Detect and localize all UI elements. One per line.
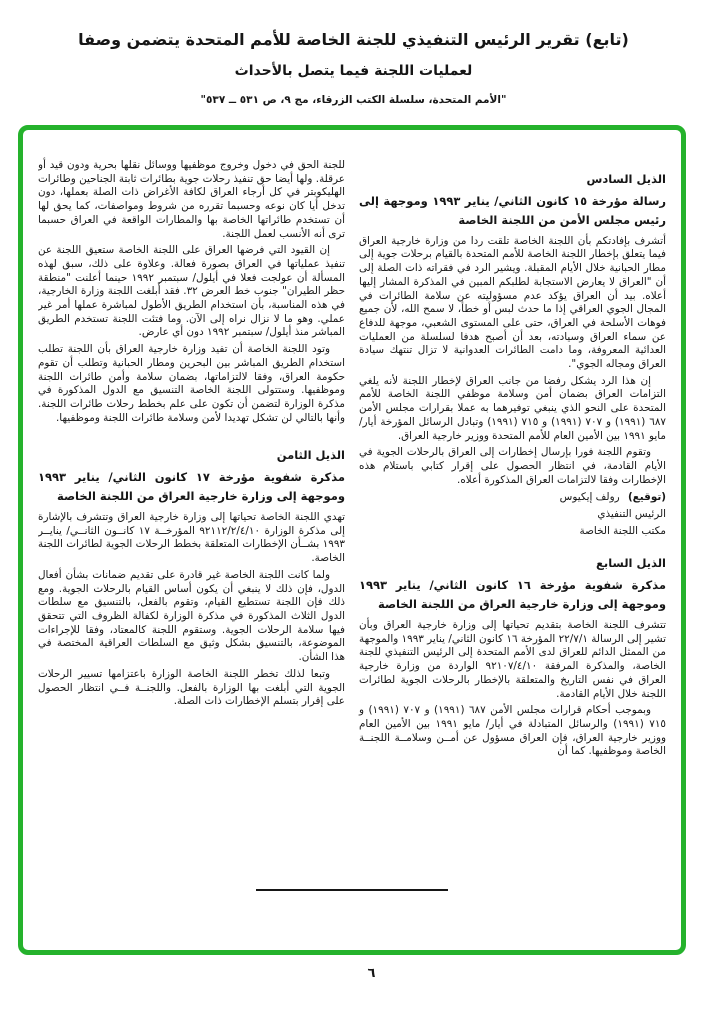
signature-line xyxy=(359,490,666,505)
document-header xyxy=(0,30,707,106)
appendix8-subtitle: مذكرة شفوية مؤرخة ١٧ كانون الثاني/ يناير ١٩٩٣ وموجهة إلى وزارة خارجية العراق من اللجنة الخاصة xyxy=(38,470,345,504)
appendix8-paragraph-3: وتبعا لذلك تخطر اللجنة الخاصة الوزارة باعتزامها تسيير الرحلات الجوية التي أبلغت بها الوزارة بالفعل. واللجنــة فــي انتظار الحصول على إقرار بتسلم الإخطارات ذات الصلة. xyxy=(38,667,345,708)
signature-label: (توقيع) xyxy=(627,491,666,504)
section-divider-rule xyxy=(256,889,448,891)
appendix8-title: الذيل الثامن xyxy=(276,448,345,463)
header-title-line1: (تابع) تقرير الرئيس التنفيذي للجنة الخاصة للأمم المتحدة يتضمن وصفا xyxy=(78,30,629,49)
signature-office: مكتب اللجنة الخاصة xyxy=(579,525,666,538)
appendix6-paragraph-3: وتقوم اللجنة فورا بإرسال إخطارات إلى العراق بالرحلات الجوية في الأيام القادمة، في انتظار الحصول على إقرار كتابي باستلام هذه الإخطارات وفقا لالتزامات العراق المذكورة أعلاه. xyxy=(359,446,666,486)
appendix6-paragraph-1: أتشرف بإفادتكم بأن اللجنة الخاصة تلقت ردا من وزارة خارجية العراق فيما يتعلق بإخطار اللجنة الخاصة للأمم المتحدة بالقيام برحلات جوية إلى مطار الحبانية خلال الأيام المقبلة. ويشير الرد في فقراته ذات الصلة إلى أن "العراق لا يعارض الاستجابة لطلبكم المبين في المذكرة المشار إليها أعلاه. بيد أن العراق يؤكد عدم مسؤوليته عن سلامة الطائرات في المجال الجوي العراقي إذا ما حدث لبس أو خطأ، لا سمح الله، لأن جميع فوهات الأسلحة في العراق، حتى على المستوى الشعبي، موجهة للدفاع عن سماء العراق وسيادته، بعد أن أصبح هدفا لسلسلة من العمليات العدائية المعروفة، وما دامت الطائرات العدوانية لا تزال تنتهك سيادة العراق ومجاله الجوي". xyxy=(359,234,666,371)
green-content-frame xyxy=(18,125,686,955)
appendix7-paragraph-1: تتشرف اللجنة الخاصة بتقديم تحياتها إلى وزارة خارجية العراق وبأن تشير إلى الرسالة ٢٢/٧/١ المؤرخة ١٦ كانون الثاني/ يناير ١٩٩٣ والموجهة من الممثل الدائم للعراق لدى الأمم المتحدة إلى الرئيس التنفيذي للجنة الخاصة، والمذكرة المرفقة ٩٢١٠٧/٤/١٠ الواردة من وزارة خارجية العراق في نفس التاريخ والمتعلقة بالإخطار بالرحلات الجوية لطائرات اللجنة خلال الأيام القادمة. xyxy=(359,619,666,700)
signature-name: رولف إيكيوس xyxy=(559,491,620,504)
appendix7-paragraph-2-continuation: للجنة الحق في دخول وخروج موظفيها ووسائل نقلها بحرية ودون قيد أو عرقلة. ولها أيضا حق تنفيذ رحلات جوية بطائرات ثابتة الجناحين وطائرات الهليكوبتر في كل أرجاء العراق لكافة الأغراض ذات الصلة بعملها، دون تدخل أيا كان نوعه وحسبما تقرره من شروط ومواصفات، كما يحق لها أن تستخدم طائراتها الخاصة بها والمطارات الواقعة في العراق حسبما ترى أنه الأنسب لعمل اللجنة. xyxy=(38,159,345,240)
two-column-text xyxy=(38,143,666,857)
appendix8-paragraph-1: تهدي اللجنة الخاصة تحياتها إلى وزارة خارجية العراق وتتشرف بالإشارة إلى مذكرة الوزارة ٩٢١١٢/٢/٤/١٠ المؤرخــة ١٧ كانــون الثانــي/ ينايــر ١٩٩٣ بشــأن الإخطارات المتعلقة بخطط الرحلات الجوية لطائرات اللجنة الخاصة. xyxy=(38,511,345,565)
appendix7-subtitle: مذكرة شفوية مؤرخة ١٦ كانون الثاني/ يناير ١٩٩٣ وموجهة إلى وزارة خارجية العراق من اللجنة الخاصة xyxy=(359,578,666,612)
column-right xyxy=(359,143,666,857)
appendix6-subtitle: رسالة مؤرخة ١٥ كانون الثاني/ يناير ١٩٩٣ وموجهة إلى رئيس مجلس الأمن من اللجنة الخاصة xyxy=(359,193,666,227)
appendix8-paragraph-2: ولما كانت اللجنة الخاصة غير قادرة على تقديم ضمانات بشأن أفعال الدول، فإن ذلك لا ينبغي أن يكون أساس القيام بالرحلات الجوية. ومع ذلك فإن اللجنة تستطيع القيام، وتقوم بالفعل، بالتنسيق مع سلطات الدول الثلاث المذكورة في مذكرة الوزارة لكفالة الظروف التي تتحقق فيها سلامة الرحلات الجوية. وستقوم اللجنة كالمعتاد، وفقا للإجراءات الموضوعة، بالتنسيق بشكل وثيق مع السلطات العراقية المختصة في هذا الشأن. xyxy=(38,568,345,664)
header-source-citation: "الأمم المتحدة، سلسلة الكتب الزرقاء، مج ٩، ص ٥٣١ ــ ٥٣٧" xyxy=(200,94,507,106)
appendix7-paragraph-2: وبموجب أحكام قرارات مجلس الأمن ٦٨٧ (١٩٩١) و ٧٠٧ (١٩٩١) و ٧١٥ (١٩٩١) والرسائل المتبادلة في أيار/ مايو ١٩٩١ بين الأمين العام ووزير خارجية العراق، فإن العراق مسؤول عن أمــن وسلامــة اللجنــة الخاصة وموظفيها. كما أن xyxy=(359,704,666,758)
appendix6-title: الذيل السادس xyxy=(586,172,666,186)
appendix7-paragraph-3: إن القيود التي فرضها العراق على اللجنة الخاصة ستعيق اللجنة عن تنفيذ عملياتها في العراق بصورة فعالة. وعلاوة على ذلك، سبق لهذه المسألة أن عولجت فعلا في أيلول/ سبتمبر ١٩٩٢ حينما أعلنت "منطقة حظر الطيران" جنوب خط العرض ٣٢. فقد أبلغت اللجنة وزارة الخارجية، في هذه المناسبة، بأن استخدام الطريق الأطول لمباشرة عملها أمر غير عملي. وهو ما لا نزال نراه إلى الآن. وما فتئت اللجنة تستخدم الطريق المباشر منذ أيلول/ سبتمبر ١٩٩٢ دون أي عارض. xyxy=(38,244,345,339)
appendix7-title: الذيل السابع xyxy=(596,556,666,571)
page-number: ٦ xyxy=(367,966,376,981)
signature-title: الرئيس التنفيذي xyxy=(597,508,666,521)
column-left xyxy=(38,143,345,857)
appendix6-paragraph-2: إن هذا الرد يشكل رفضا من جانب العراق لإخطار اللجنة لأنه يلغي التزامات العراق بضمان أمن وسلامة موظفي اللجنة الخاصة للأمم المتحدة على النحو الذي ينبغي توفيرهما به عملا بقرارات مجلس الأمن ٦٨٧ (١٩٩١) و ٧٠٧ (١٩٩١) و ٧١٥ (١٩٩١) وتبادل الرسائل المؤرخة أيار/ مايو ١٩٩١ بين الأمين العام للأمم المتحدة ووزير خارجية العراق. xyxy=(359,374,666,442)
appendix7-paragraph-4: وتود اللجنة الخاصة أن تفيد وزارة خارجية العراق بأن اللجنة تطلب استخدام الطريق المباشر بين البحرين ومطار الحبانية وتطلب أن تقوم حكومة العراق، وفقا لالتزاماتها، بضمان سلامة وأمن طائرات اللجنة وموظفيها. وستتولى اللجنة الخاصة التنسيق مع الدول المذكورة في مذكرة الوزارة لتضمن أن تكون على علم بخطط رحلات طائرات اللجنة. وأنها بالتالي لن تشكل تهديدا لأمن وسلامة طائرات اللجنة وموظفيها. xyxy=(38,343,345,424)
header-title-line2: لعمليات اللجنة فيما يتصل بالأحداث xyxy=(234,63,473,79)
